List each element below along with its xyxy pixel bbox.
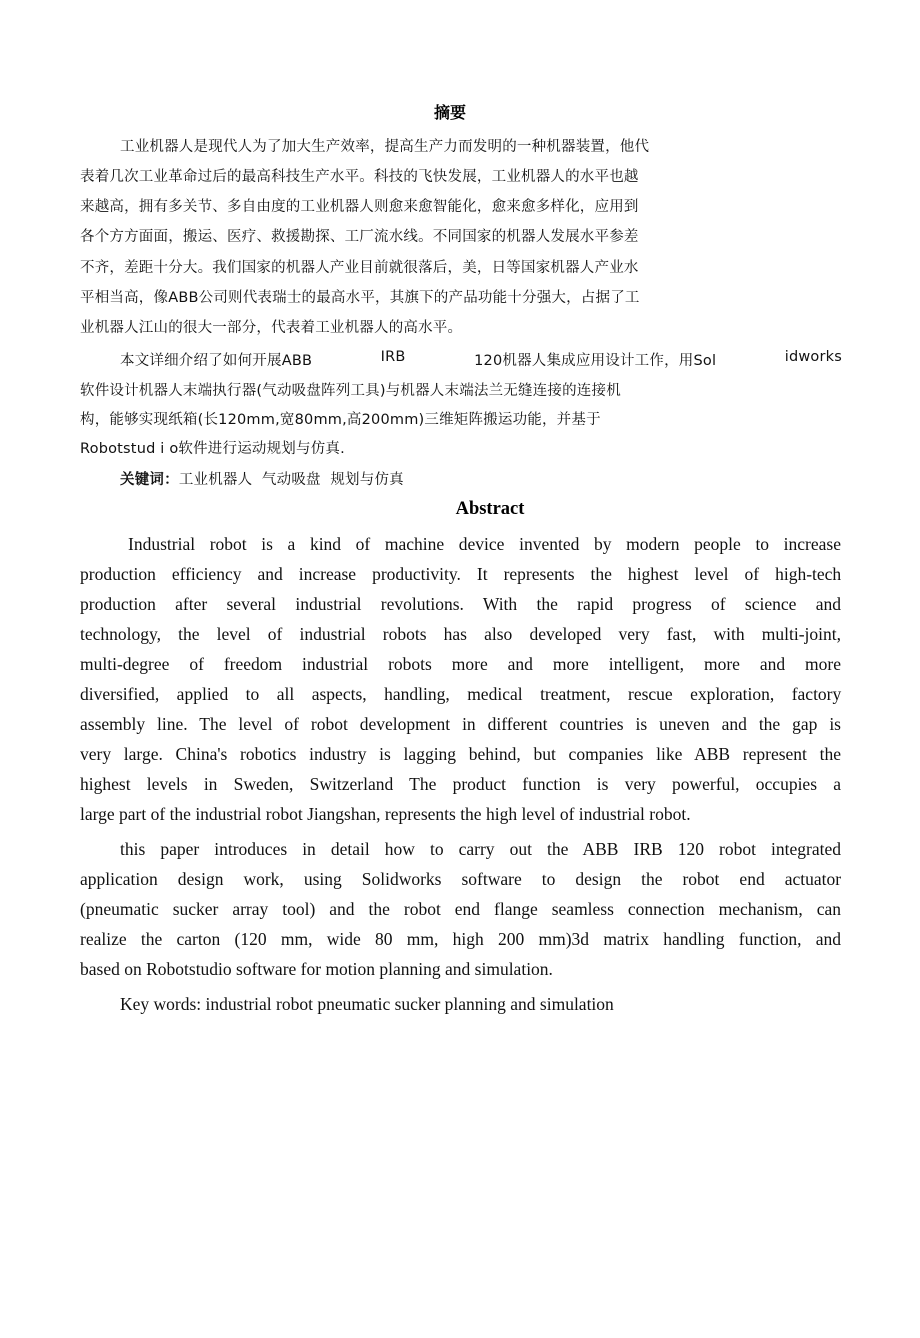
cn-paragraph2-line: 构，能够实现纸箱(长120mm,宽80mm,高200mm)三维矩阵搬运功能，并基于 (80, 412, 601, 428)
cn-paragraph2-line: Robotstud i o软件进行运动规划与仿真. (80, 441, 345, 457)
en-paragraph1-line: assembly line. The level of robot development in different countries is uneven and the gap is (80, 714, 841, 734)
cn-paragraph2-line: 软件设计机器人末端执行器(气动吸盘阵列工具)与机器人末端法兰无缝连接的连接机 (80, 383, 621, 399)
cn-paragraph1-line: 平相当高，像ABB公司则代表瑞士的最高水平，其旗下的产品功能十分强大，占据了工 (80, 290, 640, 306)
cn-paragraph1-line: 不齐，差距十分大。我们国家的机器人产业目前就很落后，美，日等国家机器人产业水 (80, 260, 639, 276)
chinese-abstract-title: 摘要 (433, 103, 466, 122)
en-paragraph1-line: technology, the level of industrial robots has also developed very fast, with multi-joint, (80, 624, 841, 644)
en-paragraph1-line: highest levels in Sweden, Switzerland The product function is very powerful, occupies a (80, 774, 841, 794)
en-paragraph1-line: large part of the industrial robot Jiangshan, represents the high level of industrial robot. (80, 804, 691, 824)
cn-paragraph2-part: 本文详细介绍了如何开展ABB (120, 353, 313, 369)
en-paragraph2-line: based on Robotstudio software for motion planning and simulation. (80, 959, 553, 979)
cn-paragraph2-first-line (120, 349, 842, 370)
cn-paragraph2-part: idworks (784, 349, 842, 365)
en-paragraph1-line: production after several industrial revolutions. With the rapid progress of science and (80, 594, 841, 614)
en-paragraph1-line: very large. China's robotics industry is lagging behind, but companies like ABB represent the (80, 744, 841, 764)
en-paragraph1-line: multi-degree of freedom industrial robots more and more intelligent, more and more (80, 654, 841, 674)
cn-paragraph1-line: 业机器人江山的很大一部分，代表着工业机器人的高水平。 (80, 320, 463, 336)
en-paragraph2-line: (pneumatic sucker array tool) and the robot end flange seamless connection mechanism, can (80, 899, 841, 919)
en-paragraph2-line: application design work, using Solidworks software to design the robot end actuator (80, 869, 842, 889)
cn-paragraph1-line: 各个方方面面，搬运、医疗、救援勘探、工厂流水线。不同国家的机器人发展水平参差 (80, 229, 639, 245)
en-paragraph1-line: Industrial robot is a kind of machine device invented by modern people to increase (128, 534, 841, 554)
cn-paragraph1-line: 来越高，拥有多关节、多自由度的工业机器人则愈来愈智能化，愈来愈多样化，应用到 (80, 199, 639, 215)
en-keywords: Key words: industrial robot pneumatic sucker planning and simulation (120, 994, 614, 1014)
cn-paragraph1-line: 表着几次工业革命过后的最高科技生产水平。科技的飞快发展，工业机器人的水平也越 (80, 169, 639, 185)
cn-keywords-label: 关键词： (120, 472, 179, 488)
cn-keywords-value: 工业机器人 气动吸盘 规划与仿真 (178, 472, 404, 488)
cn-paragraph2-part: 120机器人集成应用设计工作，用Sol (474, 353, 717, 369)
cn-paragraph1-line: 工业机器人是现代人为了加大生产效率，提高生产力而发明的一种机器装置，他代 (120, 139, 650, 155)
cn-keywords (120, 468, 404, 489)
en-paragraph1-line: diversified, applied to all aspects, handling, medical treatment, rescue exploration, factory (80, 684, 842, 704)
en-paragraph2-line: realize the carton (120 mm, wide 80 mm, high 200 mm)3d matrix handling function, and (80, 929, 841, 949)
cn-paragraph2-part: IRB (380, 349, 406, 365)
en-paragraph1-line: production efficiency and increase productivity. It represents the highest level of high-tech (80, 564, 842, 584)
english-abstract-title: Abstract (455, 499, 525, 519)
en-paragraph2-line: this paper introduces in detail how to carry out the ABB IRB 120 robot integrated (120, 839, 841, 859)
